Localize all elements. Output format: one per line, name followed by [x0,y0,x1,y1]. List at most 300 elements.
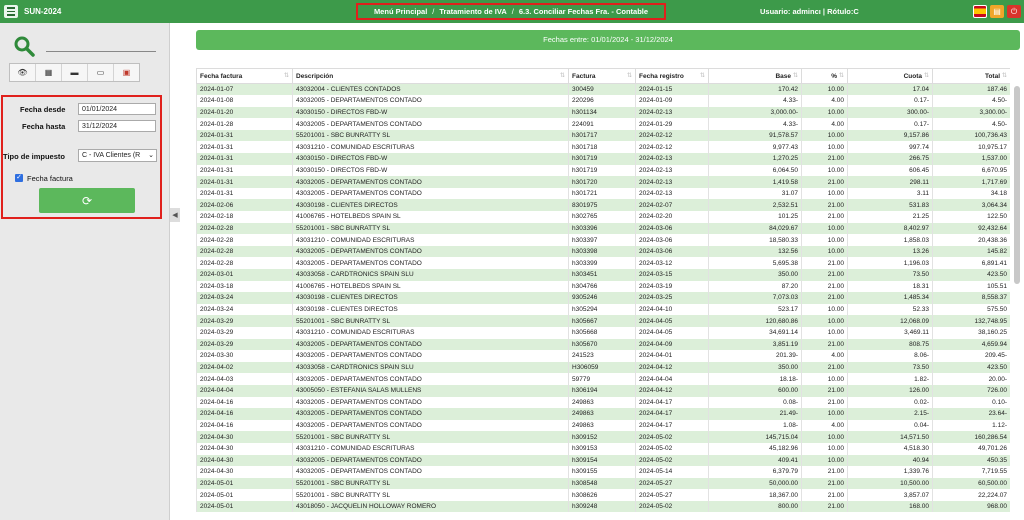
table-cell: 2024-04-05 [636,327,709,339]
table-cell: 91,578.57 [709,130,802,142]
table-cell: h303398 [569,246,636,258]
table-cell: 2024-02-07 [636,199,709,211]
col-fecha-factura[interactable]: Fecha factura ⇅ [197,69,293,84]
hamburger-menu-icon[interactable] [4,5,18,18]
table-cell: 20.00- [933,373,1011,385]
tipo-impuesto-label: Tipo de impuesto [3,152,65,161]
col-porcentaje[interactable]: % ⇅ [802,69,848,84]
table-cell: 21.00 [802,153,848,165]
table-cell: 18.18- [709,373,802,385]
col-cuota[interactable]: Cuota ⇅ [848,69,933,84]
table-cell: 0.02- [848,397,933,409]
table-cell: 43030150 - DIRECTOS FBD-W [293,107,569,119]
table-row[interactable] [197,420,1011,432]
table-cell: 34,691.14 [709,327,802,339]
table-cell: 170.42 [709,84,802,96]
table-cell: 2024-01-31 [197,141,293,153]
table-cell: h308626 [569,489,636,501]
table-cell: 2024-05-01 [197,478,293,490]
table-cell: 43005050 - ESTEFANIA SALAS MULLENS [293,385,569,397]
table-cell: 132,748.95 [933,315,1011,327]
table-cell: h301134 [569,107,636,119]
table-cell: 4,518.30 [848,443,933,455]
table-cell: 126.00 [848,385,933,397]
table-cell: 41006765 - HOTELBEDS SPAIN SL [293,281,569,293]
table-cell: 52.33 [848,304,933,316]
table-cell: 2024-03-25 [636,292,709,304]
table-cell: 2024-05-01 [197,489,293,501]
table-cell: 73.50 [848,362,933,374]
printer-alt-icon[interactable]: ▭ [88,64,114,81]
table-cell: 55201001 - SBC BUNRATTY SL [293,130,569,142]
table-cell: 55201001 - SBC BUNRATTY SL [293,315,569,327]
table-cell: 10.00 [802,246,848,258]
table-cell: 43030150 - DIRECTOS FBD-W [293,165,569,177]
fecha-factura-checkbox[interactable]: ✓ [16,174,22,181]
table-row[interactable] [197,257,1011,269]
table-cell: 43032005 - DEPARTAMENTOS CONTADO [293,420,569,432]
table-cell: 2024-04-16 [197,397,293,409]
table-cell: h308548 [569,478,636,490]
table-row[interactable] [197,478,1011,490]
table-cell: 34.18 [933,188,1011,200]
table-row[interactable] [197,292,1011,304]
table-row[interactable] [197,385,1011,397]
table-row[interactable] [197,431,1011,443]
table-row[interactable] [197,315,1011,327]
table-row[interactable] [197,489,1011,501]
table-cell: 2024-05-01 [197,501,293,513]
table-cell: 10.00 [802,107,848,119]
table-cell: 2024-04-04 [636,373,709,385]
col-total[interactable]: Total ⇅ [933,69,1011,84]
table-cell: h303399 [569,257,636,269]
table-cell: 168.00 [848,501,933,513]
table-cell: 2024-01-20 [197,107,293,119]
power-icon[interactable]: ⏻ [1007,5,1021,18]
table-cell: 2024-03-19 [636,281,709,293]
table-cell: 10.00 [802,408,848,420]
table-row[interactable] [197,350,1011,362]
table-row[interactable] [197,84,1011,96]
table-cell: 997.74 [848,141,933,153]
table-cell: 14,571.50 [848,431,933,443]
tipo-impuesto-select[interactable]: C - IVA Clientes (R ⌄ [78,149,157,162]
table-header [197,69,1011,84]
table-cell: 6,670.95 [933,165,1011,177]
table-cell: 298.11 [848,176,933,188]
col-factura[interactable]: Factura ⇅ [569,69,636,84]
table-cell: 2024-04-01 [636,350,709,362]
table-cell: 2024-01-29 [636,118,709,130]
table-cell: 21.00 [802,362,848,374]
table-cell: h309152 [569,431,636,443]
table-cell: 21.00 [802,501,848,513]
table-cell: 2024-03-29 [197,327,293,339]
table-cell: 3,064.34 [933,199,1011,211]
table-cell: 2024-05-02 [636,431,709,443]
table-cell: 105.51 [933,281,1011,293]
table-row[interactable] [197,455,1011,467]
table-cell: 2024-04-16 [197,420,293,432]
fecha-factura-label: Fecha factura [27,174,73,183]
table-cell: 21.00 [802,385,848,397]
table-cell: 8,558.37 [933,292,1011,304]
table-row[interactable] [197,118,1011,130]
table-row[interactable] [197,234,1011,246]
table-cell: 43032005 - DEPARTAMENTOS CONTADO [293,350,569,362]
table-cell: 21.00 [802,281,848,293]
search-icon[interactable] [13,35,35,57]
table-cell: 2024-04-17 [636,408,709,420]
table-cell: 4.50- [933,118,1011,130]
table-cell: 132.56 [709,246,802,258]
table-cell: 1,485.34 [848,292,933,304]
app-title: SUN-2024 [24,7,62,16]
breadcrumb: Menú Principal / Tratamiento de IVA / 6.3. Conciliar Fechas Fra. - Contable [356,3,666,20]
table-cell: 3,851.19 [709,339,802,351]
table-cell: 0.10- [933,397,1011,409]
table-cell: 10.00 [802,130,848,142]
table-cell: 350.00 [709,362,802,374]
table-row[interactable] [197,501,1011,513]
print-icon[interactable]: ▤ [990,5,1004,18]
table-cell: 4.33- [709,118,802,130]
fecha-hasta-label: Fecha hasta [22,122,66,131]
table-cell: h305294 [569,304,636,316]
table-cell: 423.50 [933,362,1011,374]
table-cell: 2024-02-13 [636,153,709,165]
table-row[interactable] [197,281,1011,293]
table-cell: 2024-05-02 [636,443,709,455]
table-cell: 523.17 [709,304,802,316]
fecha-hasta-input[interactable]: 31/12/2024 [78,120,156,132]
table-cell: 2024-01-07 [197,84,293,96]
table-row[interactable] [197,327,1011,339]
breadcrumb-main-menu[interactable]: Menú Principal [373,7,428,16]
table-cell: 1.12- [933,420,1011,432]
table-cell: 808.75 [848,339,933,351]
table-cell: 2024-01-09 [636,95,709,107]
table-cell: 2024-05-27 [636,478,709,490]
table-cell: 4.00 [802,95,848,107]
table-cell: 2024-02-28 [197,257,293,269]
table-cell: 73.50 [848,269,933,281]
table-cell: 43032004 - CLIENTES CONTADOS [293,84,569,96]
action-toolbar [9,63,140,82]
table-cell: 8,402.97 [848,223,933,235]
user-info: Usuario: admincı | Rótulo:C [760,7,859,16]
table-cell: h303451 [569,269,636,281]
table-cell: 160,286.54 [933,431,1011,443]
table-cell: 300459 [569,84,636,96]
table-cell: 13.26 [848,246,933,258]
table-cell: 1,270.25 [709,153,802,165]
collapse-sidebar-icon[interactable]: ◀ [170,208,180,222]
table-cell: 2024-04-02 [197,362,293,374]
table-cell: 2024-04-16 [197,408,293,420]
table-cell: 187.46 [933,84,1011,96]
table-cell: 300.00- [848,107,933,119]
table-cell: 2024-03-24 [197,304,293,316]
table-cell: 249863 [569,408,636,420]
table-cell: 21.00 [802,176,848,188]
table-row[interactable] [197,397,1011,409]
table-cell: 43030198 - CLIENTES DIRECTOS [293,199,569,211]
table-cell: h309155 [569,466,636,478]
sidebar [0,23,170,520]
table-cell: 43032005 - DEPARTAMENTOS CONTADO [293,397,569,409]
table-cell: 18.31 [848,281,933,293]
table-cell: 0.08- [709,397,802,409]
table-row[interactable] [197,176,1011,188]
table-cell: 0.17- [848,118,933,130]
table-cell: 209.45- [933,350,1011,362]
table-row[interactable] [197,373,1011,385]
chevron-down-icon: ⌄ [148,152,154,159]
col-fecha-registro[interactable]: Fecha registro ⇅ [636,69,709,84]
table-cell: 3,857.07 [848,489,933,501]
table-cell: 2024-04-30 [197,455,293,467]
table-cell: 2024-04-17 [636,420,709,432]
table-cell: 145.82 [933,246,1011,258]
table-cell: 2024-03-30 [197,350,293,362]
table-row[interactable] [197,107,1011,119]
col-base[interactable]: Base ⇅ [709,69,802,84]
table-cell: h303396 [569,223,636,235]
table-cell: 10.00 [802,234,848,246]
table-cell: 43032005 - DEPARTAMENTOS CONTADO [293,257,569,269]
table-cell: 120,680.86 [709,315,802,327]
table-cell: 41006765 - HOTELBEDS SPAIN SL [293,211,569,223]
table-cell: 38,160.25 [933,327,1011,339]
table-cell: 43032005 - DEPARTAMENTOS CONTADO [293,188,569,200]
table-cell: 2,532.51 [709,199,802,211]
table-cell: 2024-01-31 [197,153,293,165]
table-cell: 17.04 [848,84,933,96]
table-cell: 50,000.00 [709,478,802,490]
table-cell: 600.00 [709,385,802,397]
table-cell: H306059 [569,362,636,374]
eye-icon[interactable]: 👁 [10,64,36,81]
scrollbar[interactable] [1014,86,1020,284]
table-cell: 2024-03-24 [197,292,293,304]
table-cell: 23.64- [933,408,1011,420]
fecha-desde-label: Fecha desde [20,105,66,114]
col-descripcion[interactable]: Descripción ⇅ [293,69,569,84]
table-cell: 10.00 [802,455,848,467]
table-cell: 2024-04-05 [636,315,709,327]
table-cell: 145,715.04 [709,431,802,443]
table-cell: 0.17- [848,95,933,107]
table-cell: 10.00 [802,165,848,177]
refresh-button[interactable] [39,188,135,213]
table-cell: 18,367.00 [709,489,802,501]
table-row[interactable] [197,211,1011,223]
table-cell: 220296 [569,95,636,107]
table-cell: 2024-02-06 [197,199,293,211]
table-cell: 2024-03-12 [636,257,709,269]
table-cell: 3,469.11 [848,327,933,339]
table-row[interactable] [197,223,1011,235]
table-cell: h302765 [569,211,636,223]
table-cell: 224091 [569,118,636,130]
table-cell: 10,975.17 [933,141,1011,153]
table-cell: h301719 [569,153,636,165]
table-cell: 2024-04-03 [197,373,293,385]
table-cell: 59779 [569,373,636,385]
table-row[interactable] [197,141,1011,153]
table-cell: 2024-02-18 [197,211,293,223]
table-cell: 21.00 [802,257,848,269]
table-cell: h301718 [569,141,636,153]
table-cell: 100,736.43 [933,130,1011,142]
table-cell: 968.00 [933,501,1011,513]
table-cell: h306194 [569,385,636,397]
table-cell: 20,438.36 [933,234,1011,246]
table-cell: 1,858.03 [848,234,933,246]
table-row[interactable] [197,362,1011,374]
table-cell: 241523 [569,350,636,362]
table-cell: 249863 [569,397,636,409]
table-cell: 22,224.07 [933,489,1011,501]
table-cell: 5,695.38 [709,257,802,269]
fecha-desde-input[interactable]: 01/01/2024 [78,103,156,115]
table-cell: 43033058 - CARDTRONICS SPAIN SLU [293,362,569,374]
breadcrumb-iva[interactable]: Tratamiento de IVA [439,7,507,16]
table-cell: 4.50- [933,95,1011,107]
table-row[interactable] [197,408,1011,420]
table-cell: 450.35 [933,455,1011,467]
spain-flag-icon[interactable] [973,5,987,18]
table-row[interactable] [197,304,1011,316]
table-cell: 21.49- [709,408,802,420]
table-cell: 2024-02-12 [636,130,709,142]
table-cell: 43032005 - DEPARTAMENTOS CONTADO [293,118,569,130]
table-cell: 266.75 [848,153,933,165]
table-cell: 43032005 - DEPARTAMENTOS CONTADO [293,466,569,478]
table-cell: 2024-03-29 [197,315,293,327]
table-cell: h305667 [569,315,636,327]
excel-export-icon[interactable]: ▦ [36,64,62,81]
table-row[interactable] [197,339,1011,351]
table-cell: 4,659.94 [933,339,1011,351]
table-cell: 249863 [569,420,636,432]
table-cell: 43032005 - DEPARTAMENTOS CONTADO [293,339,569,351]
table-cell: 2024-03-06 [636,223,709,235]
table-cell: 21.00 [802,292,848,304]
search-input[interactable] [46,51,156,52]
date-range-banner: Fechas entre: 01/01/2024 - 31/12/2024 [196,30,1020,50]
table-cell: 2024-04-30 [197,466,293,478]
table-cell: 2024-01-28 [197,118,293,130]
table-cell: 726.00 [933,385,1011,397]
pdf-icon[interactable]: ▣ [122,68,131,77]
table-cell: h305670 [569,339,636,351]
table-cell: 101.25 [709,211,802,223]
table-cell: h309153 [569,443,636,455]
table-cell: h301720 [569,176,636,188]
print-icon[interactable]: ▬ [62,64,88,81]
table-cell: 409.41 [709,455,802,467]
table-cell: 2024-03-29 [197,339,293,351]
breadcrumb-current: 6.3. Conciliar Fechas Fra. - Contable [518,7,649,16]
table-row[interactable] [197,199,1011,211]
table-cell: 43032005 - DEPARTAMENTOS CONTADO [293,373,569,385]
table-row[interactable] [197,443,1011,455]
table-cell: 2024-04-12 [636,362,709,374]
table-cell: 10.00 [802,443,848,455]
table-row[interactable] [197,188,1011,200]
table-cell: 43032005 - DEPARTAMENTOS CONTADO [293,455,569,467]
table-cell: 2024-02-13 [636,176,709,188]
table-cell: 43030198 - CLIENTES DIRECTOS [293,304,569,316]
table-cell: 2024-02-28 [197,223,293,235]
table-cell: 2.15- [848,408,933,420]
table-cell: 55201001 - SBC BUNRATTY SL [293,431,569,443]
table-cell: 43031210 - COMUNIDAD ESCRITURAS [293,141,569,153]
table-cell: 2024-03-15 [636,269,709,281]
table-cell: 10.00 [802,304,848,316]
table-cell: 18,580.33 [709,234,802,246]
table-row[interactable] [197,153,1011,165]
table-cell: 87.20 [709,281,802,293]
table-cell: 43018050 - JACQUELIN HOLLOWAY ROMERO [293,501,569,513]
table-cell: 7,073.03 [709,292,802,304]
table-cell: 800.00 [709,501,802,513]
table-cell: 10.00 [802,315,848,327]
table-cell: 10.00 [802,141,848,153]
table-cell: 2024-02-13 [636,188,709,200]
table-row[interactable] [197,130,1011,142]
table-cell: 2024-02-20 [636,211,709,223]
table-cell: 9305246 [569,292,636,304]
table-cell: 7,719.55 [933,466,1011,478]
table-cell: 21.25 [848,211,933,223]
table-cell: 4.00 [802,118,848,130]
table-cell: 350.00 [709,269,802,281]
table-cell: 31.07 [709,188,802,200]
table-cell: 2024-03-18 [197,281,293,293]
table-cell: 45,182.96 [709,443,802,455]
table-cell: h301721 [569,188,636,200]
table-cell: 2024-02-13 [636,107,709,119]
table-cell: 606.45 [848,165,933,177]
table-cell: 43031210 - COMUNIDAD ESCRITURAS [293,234,569,246]
table-cell: 2024-05-27 [636,489,709,501]
table-cell: h303397 [569,234,636,246]
table-cell: 92,432.64 [933,223,1011,235]
table-row[interactable] [197,466,1011,478]
table-cell: 43030198 - CLIENTES DIRECTOS [293,292,569,304]
table-row[interactable] [197,269,1011,281]
table-cell: 2024-01-08 [197,95,293,107]
table-cell: 2024-04-17 [636,397,709,409]
filter-panel [1,95,162,219]
table-cell: 3.11 [848,188,933,200]
table-cell: 21.00 [802,199,848,211]
table-row[interactable] [197,95,1011,107]
table-cell: 84,029.67 [709,223,802,235]
table-cell: 2024-02-28 [197,246,293,258]
table-cell: 2024-05-14 [636,466,709,478]
table-row[interactable] [197,246,1011,258]
table-cell: 2024-01-15 [636,84,709,96]
table-cell: 12,068.09 [848,315,933,327]
table-row[interactable] [197,165,1011,177]
table-cell: 1,196.03 [848,257,933,269]
table-cell: 43032005 - DEPARTAMENTOS CONTADO [293,408,569,420]
